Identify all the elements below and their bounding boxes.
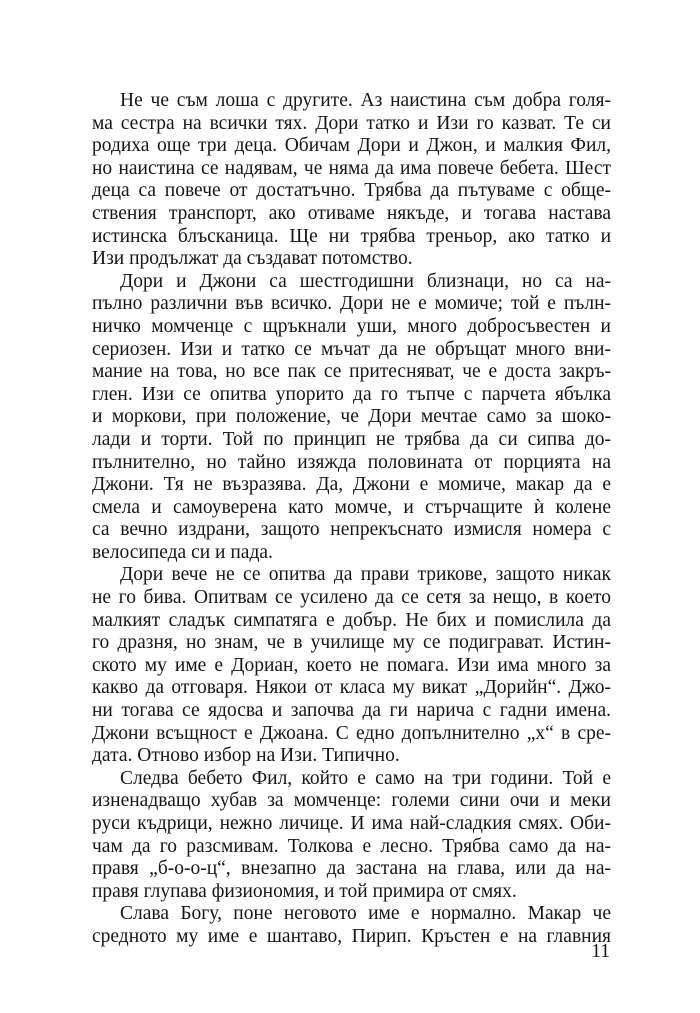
text-line: чам да го разсмивам. Толкова е лесно. Трябва само да на- — [92, 835, 611, 857]
text-line: го дразня, но знам, че в училище му се подиграват. Истин- — [92, 632, 611, 654]
text-line: истинска блъсканица. Ще ни трябва треньор, ако татко и — [92, 225, 611, 247]
text-line: пълнително, но тайно изяжда половината от порцията на — [92, 451, 611, 473]
text-line: ни тогава се ядосва и започва да ги нарича с гадни имена. — [92, 700, 611, 722]
text-line: Изи продължат да създават потомство. — [92, 248, 413, 270]
text-line: родиха още три деца. Обичам Дори и Джон, и малкия Фил, — [92, 135, 611, 157]
text-line: но наистина се надявам, че няма да има повече бебета. Шест — [92, 157, 611, 179]
text-line: лади и торти. Той по принцип не трябва да си сипва до- — [92, 428, 611, 450]
text-line: Следва бебето Фил, който е само на три години. Той е — [120, 767, 611, 789]
text-line: не го бива. Опитвам се усилено да се сетя за нещо, в което — [92, 587, 611, 609]
paragraph — [92, 564, 611, 767]
text-line: ствения транспорт, ако отиваме някъде, и тогава настава — [92, 202, 611, 224]
text-line: Не че съм лоша с другите. Аз наистина съм добра голя- — [120, 90, 611, 111]
text-line: ничко момченце с щръкнали уши, много добросъвестен и — [92, 315, 611, 337]
text-line: велосипеда си и пада. — [92, 541, 273, 563]
text-line: Джони всъщност е Джоана. С едно допълнително „х“ в сре- — [92, 722, 611, 744]
text-line: малкият сладък симпатяга е добър. Не бих и помислила да — [92, 609, 611, 631]
body-text — [92, 90, 611, 949]
text-line: ма сестра на всички тях. Дори татко и Изи го казват. Те си — [92, 112, 611, 134]
text-line: ското му име е Дориан, което не помага. Изи има много за — [92, 654, 611, 676]
paragraph — [92, 90, 611, 271]
text-line: пълно различни във всичко. Дори не е момиче; той е пълн- — [92, 293, 611, 315]
paragraph — [92, 903, 611, 948]
text-line: правя „б-о-о-ц“, внезапно да застана на глава, или да на- — [92, 858, 611, 880]
text-line: Дори и Джони са шестгодишни близнаци, но са на- — [120, 270, 611, 292]
page-number: 11 — [591, 941, 610, 962]
text-line: дата. Отново избор на Изи. Типично. — [92, 745, 400, 767]
text-line: мание на това, но все пак се притесняват, че е доста закръ- — [92, 361, 611, 383]
text-line: деца са повече от достатъчно. Трябва да пътуваме с обще- — [92, 180, 611, 202]
text-line: сериозен. Изи и татко се мъчат да не обръщат много вни- — [92, 338, 611, 360]
text-line: правя глупава физиономия, и той примира от смях. — [92, 880, 517, 902]
text-line: Дори вече не се опитва да прави трикове, защото никак — [120, 564, 611, 586]
text-line: руси къдрици, нежно личице. И има най-сладкия смях. Оби- — [92, 813, 611, 834]
text-line: изненадващо хубав за момченце: големи сини очи и меки — [92, 790, 611, 812]
paragraph — [92, 768, 611, 904]
text-line: са вечно издрани, защото непрекъснато измисля номера с — [92, 519, 611, 541]
text-line: и моркови, при положение, че Дори мечтае само за шоко- — [92, 406, 611, 428]
text-line: Слава Богу, поне неговото име е нормално. Макар че — [120, 903, 611, 925]
text-line: Джони. Тя не възразява. Да, Джони е момиче, макар да е — [92, 474, 611, 496]
text-line: средното му име е шантаво, Пирип. Кръстен е на главния — [92, 925, 611, 947]
text-line: смела и самоуверена като момче, и стърчащите ѝ колене — [92, 496, 611, 518]
text-line: какво да отговаря. Някои от класа му викат „Дорийн“. Джо- — [92, 677, 611, 699]
paragraph — [92, 271, 611, 565]
text-line: глен. Изи се опитва упорито да го тъпче с парчета ябълка — [92, 383, 611, 405]
